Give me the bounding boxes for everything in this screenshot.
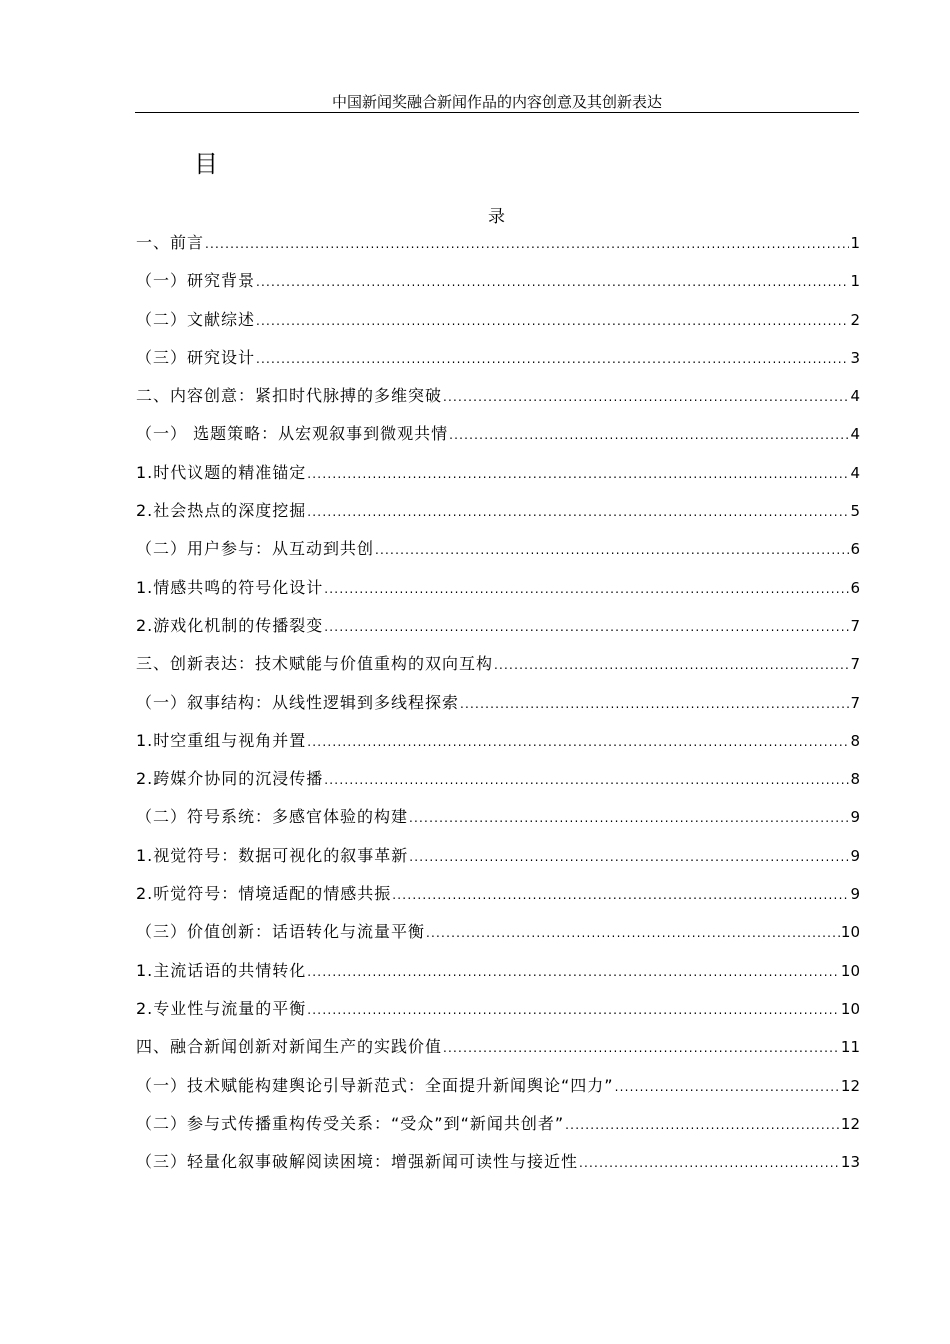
- toc-dot-leader: [324, 612, 849, 642]
- toc-entry[interactable]: [136, 688, 860, 726]
- toc-entry-title: 2.跨媒介协同的沉浸传播: [136, 769, 324, 789]
- toc-dot-leader: [443, 1033, 840, 1063]
- toc-dot-leader: [307, 727, 849, 757]
- toc-dot-leader: [579, 1148, 840, 1178]
- toc-entry[interactable]: [136, 764, 860, 802]
- table-of-contents: [136, 228, 860, 1185]
- toc-dot-leader: [307, 459, 849, 489]
- toc-dot-leader: [307, 995, 840, 1025]
- toc-entry-page: 11: [840, 1038, 860, 1057]
- toc-entry-page: 4: [850, 387, 860, 406]
- toc-entry-page: 2: [850, 310, 860, 329]
- toc-entry-title: 1.主流话语的共情转化: [136, 960, 307, 980]
- toc-title-right: 录: [488, 207, 505, 227]
- toc-entry-page: 7: [850, 655, 860, 674]
- page-header: 中国新闻奖融合新闻作品的内容创意及其创新表达: [135, 92, 859, 113]
- toc-entry-title: 2.游戏化机制的传播裂变: [136, 615, 324, 635]
- toc-entry-title: 二、内容创意：紧扣时代脉搏的多维突破: [136, 386, 443, 406]
- toc-dot-leader: [443, 382, 849, 412]
- toc-entry[interactable]: [136, 534, 860, 572]
- toc-dot-leader: [205, 229, 849, 259]
- toc-entry[interactable]: [136, 381, 860, 419]
- toc-entry[interactable]: [136, 917, 860, 955]
- toc-dot-leader: [409, 803, 849, 833]
- toc-entry[interactable]: [136, 1109, 860, 1147]
- toc-dot-leader: [307, 957, 840, 987]
- toc-entry-page: 10: [840, 999, 860, 1018]
- toc-entry-page: 10: [840, 961, 860, 980]
- toc-entry-page: 6: [850, 540, 860, 559]
- toc-entry-title: 一、前言: [136, 233, 205, 252]
- toc-dot-leader: [615, 1072, 840, 1102]
- toc-dot-leader: [256, 344, 849, 374]
- toc-dot-leader: [375, 535, 849, 565]
- toc-entry[interactable]: [136, 1147, 860, 1185]
- toc-entry-title: （一）叙事结构：从线性逻辑到多线程探索: [136, 692, 460, 712]
- toc-entry-page: 9: [850, 885, 860, 904]
- toc-entry-page: 12: [840, 1076, 860, 1095]
- toc-entry[interactable]: [136, 802, 860, 840]
- toc-entry-title: （二）参与式传播重构传受关系：“受众”到“新闻共创者”: [136, 1113, 565, 1133]
- toc-entry[interactable]: [136, 228, 860, 266]
- toc-entry[interactable]: [136, 649, 860, 687]
- toc-entry-title: （三）研究设计: [136, 347, 256, 367]
- toc-entry-page: 7: [850, 693, 860, 712]
- toc-entry[interactable]: [136, 305, 860, 343]
- toc-entry[interactable]: [136, 994, 860, 1032]
- toc-entry[interactable]: [136, 1032, 860, 1070]
- toc-entry-page: 10: [840, 923, 860, 942]
- toc-dot-leader: [460, 689, 849, 719]
- toc-entry-title: （二）符号系统：多感官体验的构建: [136, 807, 409, 827]
- toc-dot-leader: [409, 842, 849, 872]
- toc-entry[interactable]: [136, 956, 860, 994]
- toc-entry[interactable]: [136, 611, 860, 649]
- toc-entry[interactable]: [136, 266, 860, 304]
- toc-entry-page: 4: [850, 463, 860, 482]
- toc-entry[interactable]: [136, 419, 860, 457]
- toc-entry-page: 6: [850, 578, 860, 597]
- toc-entry-page: 8: [850, 770, 860, 789]
- toc-entry-title: （一） 选题策略：从宏观叙事到微观共情: [136, 424, 449, 444]
- toc-entry-title: （一）技术赋能构建舆论引导新范式：全面提升新闻舆论“四力”: [136, 1075, 614, 1095]
- toc-dot-leader: [426, 918, 840, 948]
- toc-entry-title: 1.时代议题的精准锚定: [136, 462, 307, 482]
- toc-dot-leader: [256, 306, 849, 336]
- toc-entry-title: （二）用户参与：从互动到共创: [136, 539, 375, 559]
- toc-entry[interactable]: [136, 343, 860, 381]
- toc-entry-title: （三）价值创新：话语转化与流量平衡: [136, 922, 426, 942]
- toc-entry-page: 5: [850, 502, 860, 521]
- toc-entry-title: （二）文献综述: [136, 309, 256, 329]
- toc-dot-leader: [324, 765, 849, 795]
- toc-entry-title: 四、融合新闻创新对新闻生产的实践价值: [136, 1037, 443, 1057]
- toc-dot-leader: [307, 497, 849, 527]
- toc-entry[interactable]: [136, 879, 860, 917]
- toc-dot-leader: [449, 420, 849, 450]
- toc-entry-title: 1.时空重组与视角并置: [136, 730, 307, 750]
- toc-entry-title: （一）研究背景: [136, 271, 256, 291]
- toc-entry-title: 2.社会热点的深度挖掘: [136, 501, 307, 521]
- toc-entry-page: 12: [840, 1114, 860, 1133]
- toc-entry-title: 1.视觉符号：数据可视化的叙事革新: [136, 845, 409, 865]
- toc-entry[interactable]: [136, 458, 860, 496]
- toc-entry[interactable]: [136, 726, 860, 764]
- toc-entry-title: 2.听觉符号：情境适配的情感共振: [136, 884, 392, 904]
- toc-dot-leader: [494, 650, 849, 680]
- toc-entry-page: 1: [850, 272, 860, 291]
- toc-entry[interactable]: [136, 496, 860, 534]
- toc-dot-leader: [565, 1110, 840, 1140]
- toc-dot-leader: [324, 574, 849, 604]
- toc-entry-page: 1: [850, 234, 860, 252]
- toc-entry-title: 2.专业性与流量的平衡: [136, 998, 307, 1018]
- toc-dot-leader: [392, 880, 849, 910]
- toc-entry[interactable]: [136, 1071, 860, 1109]
- toc-entry-page: 9: [850, 808, 860, 827]
- toc-entry-page: 7: [850, 616, 860, 635]
- toc-entry-page: 4: [850, 425, 860, 444]
- toc-entry-title: 1.情感共鸣的符号化设计: [136, 577, 324, 597]
- toc-title-left: 目: [194, 150, 218, 178]
- toc-entry-page: 9: [850, 846, 860, 865]
- toc-dot-leader: [256, 267, 849, 297]
- toc-entry-title: 三、创新表达：技术赋能与价值重构的双向互构: [136, 654, 494, 674]
- toc-entry-page: 8: [850, 731, 860, 750]
- toc-entry[interactable]: [136, 841, 860, 879]
- toc-entry-page: 13: [840, 1153, 860, 1172]
- toc-entry[interactable]: [136, 573, 860, 611]
- toc-entry-title: （三）轻量化叙事破解阅读困境：增强新闻可读性与接近性: [136, 1152, 579, 1172]
- toc-entry-page: 3: [850, 348, 860, 367]
